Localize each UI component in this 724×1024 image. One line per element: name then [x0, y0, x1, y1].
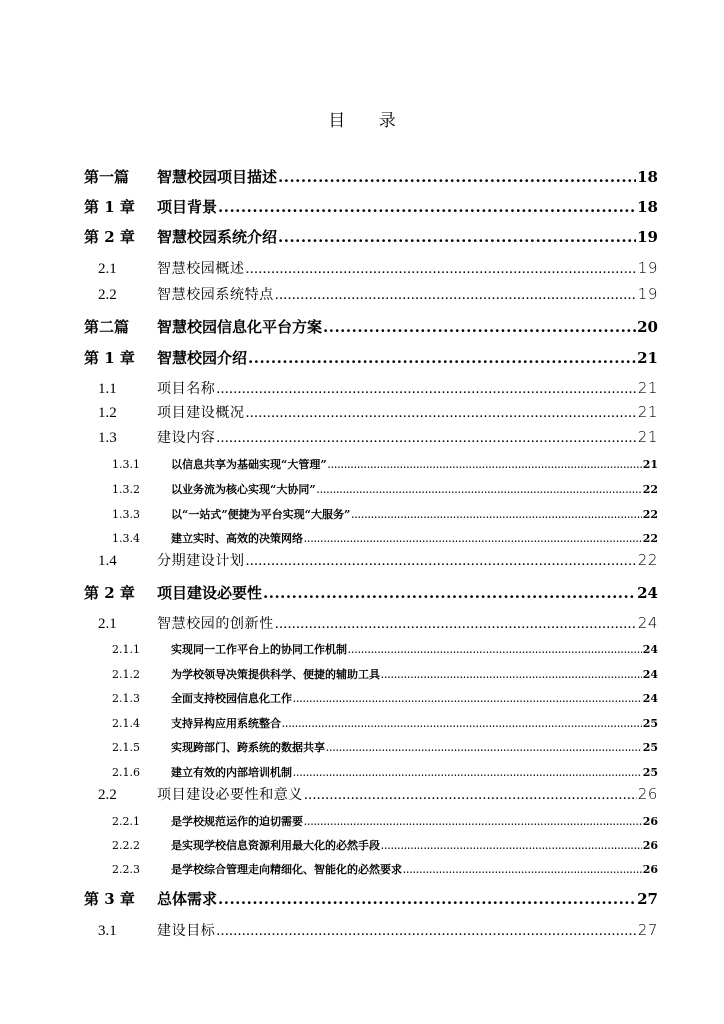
toc-entry-number: 第 1 章 [84, 349, 135, 367]
toc-entry-page: 21 [637, 349, 658, 367]
toc-entry[interactable] [84, 861, 658, 877]
toc-entry-number: 2.1.4 [112, 717, 140, 730]
toc-entry-number: 2.1 [98, 616, 117, 632]
toc-entry-title: 项目建设必要性 [157, 584, 263, 602]
toc-entry-page: 18 [637, 168, 658, 186]
toc-entry-page: 24 [642, 692, 658, 705]
toc-entry-page: 26 [637, 785, 658, 803]
toc-entry-page: 18 [637, 198, 658, 216]
toc-entry-page: 27 [637, 921, 658, 939]
toc-leader-dots [403, 865, 642, 875]
toc-leader-dots [351, 510, 641, 520]
toc-leader-dots [218, 890, 636, 908]
toc-entry-number: 1.3.2 [112, 483, 140, 496]
toc-entry[interactable] [84, 284, 658, 304]
toc-leader-dots [275, 616, 637, 633]
toc-entry-number: 第 3 章 [84, 890, 135, 908]
toc-leader-dots [304, 817, 642, 827]
toc-leader-dots [348, 645, 642, 655]
toc-entry[interactable] [84, 316, 658, 337]
toc-entry-page: 26 [642, 839, 658, 852]
toc-entry-number: 第 2 章 [84, 228, 135, 246]
toc-entry[interactable] [84, 456, 658, 472]
toc-entry-number: 第一篇 [84, 168, 130, 186]
toc-entry[interactable] [84, 920, 658, 940]
toc-entry-number: 第 1 章 [84, 198, 135, 216]
toc-entry-number: 2.1.3 [112, 692, 140, 705]
toc-entry-number: 1.3 [98, 430, 117, 446]
toc-entry[interactable] [84, 813, 658, 829]
toc-entry[interactable] [84, 347, 658, 368]
toc-entry-page: 26 [642, 815, 658, 828]
toc-entry-title: 建立有效的内部培训机制 [171, 766, 292, 779]
toc-entry-title: 是学校综合管理走向精细化、智能化的必然要求 [171, 863, 402, 876]
toc-entry[interactable] [84, 196, 658, 217]
toc-entry[interactable] [84, 258, 658, 278]
toc-entry-page: 26 [642, 863, 658, 876]
toc-leader-dots [304, 534, 642, 544]
toc-entry[interactable] [84, 715, 658, 731]
toc-entry-number: 2.2.2 [112, 839, 140, 852]
toc-entry[interactable] [84, 784, 658, 804]
toc-entry[interactable] [84, 690, 658, 706]
toc-entry-number: 2.1 [98, 261, 117, 277]
toc-entry-title: 总体需求 [157, 890, 218, 908]
toc-entry[interactable] [84, 481, 658, 497]
toc-entry-number: 1.3.1 [112, 458, 140, 471]
toc-entry-number: 2.2 [98, 287, 117, 303]
toc-entry-page: 27 [637, 890, 658, 908]
toc-entry-title: 智慧校园项目描述 [157, 168, 278, 186]
toc-leader-dots [293, 694, 642, 704]
toc-entry-number: 1.1 [98, 381, 117, 397]
toc-entry-page: 25 [642, 766, 658, 779]
toc-entry-number: 第二篇 [84, 318, 130, 336]
toc-entry-number: 2.1.5 [112, 741, 140, 754]
toc-leader-dots [275, 287, 637, 304]
toc-entry-page: 21 [637, 403, 658, 421]
toc-leader-dots [304, 787, 637, 804]
toc-entry-title: 以信息共享为基础实现“大管理” [171, 458, 327, 471]
toc-entry-title: 以“一站式”便捷为平台实现“大服务” [171, 508, 351, 521]
toc-entry-number: 3.1 [98, 923, 117, 939]
toc-entry-title: 是实现学校信息资源利用最大化的必然手段 [171, 839, 380, 852]
toc-entry-title: 全面支持校园信息化工作 [171, 692, 292, 705]
toc-entry-page: 24 [642, 668, 658, 681]
toc-entry-number: 1.2 [98, 405, 117, 421]
toc-entry[interactable] [84, 666, 658, 682]
toc-entry-title: 实现跨部门、跨系统的数据共享 [171, 741, 325, 754]
toc-leader-dots [246, 553, 637, 570]
toc-leader-dots [248, 349, 636, 367]
toc-entry-title: 建设内容 [157, 430, 216, 446]
toc-entry-title: 项目建设必要性和意义 [157, 787, 303, 803]
toc-entry-title: 项目名称 [157, 381, 216, 397]
toc-entry-page: 25 [642, 741, 658, 754]
toc-leader-dots [323, 318, 636, 336]
toc-leader-dots [328, 460, 642, 470]
toc-entry[interactable] [84, 166, 658, 187]
toc-entry[interactable] [84, 530, 658, 546]
toc-entry[interactable] [84, 613, 658, 633]
toc-entry-title: 建立实时、高效的决策网络 [171, 532, 303, 545]
toc-leader-dots [216, 381, 636, 398]
toc-leader-dots [216, 923, 636, 940]
toc-entry-title: 分期建设计划 [157, 553, 245, 569]
toc-entry-page: 22 [642, 532, 658, 545]
toc-leader-dots [216, 430, 636, 447]
toc-entry-title: 建设目标 [157, 923, 216, 939]
toc-leader-dots [381, 841, 642, 851]
toc-entry-page: 20 [637, 318, 658, 336]
toc-entry-title: 以业务流为核心实现“大协同” [171, 483, 316, 496]
toc-entry-number: 2.1.2 [112, 668, 140, 681]
toc-entry[interactable] [84, 226, 658, 247]
toc-entry[interactable] [84, 582, 658, 603]
toc-entry-title: 智慧校园系统介绍 [157, 228, 278, 246]
toc-entry-page: 21 [637, 428, 658, 446]
toc-entry-number: 1.3.3 [112, 508, 140, 521]
toc-entry-number: 2.1.1 [112, 643, 140, 656]
toc-leader-dots [278, 168, 636, 186]
toc-leader-dots [218, 198, 636, 216]
toc-entry-page: 24 [637, 614, 658, 632]
toc-leader-dots [293, 768, 642, 778]
toc-entry-title: 智慧校园概述 [157, 261, 245, 277]
toc-entry-page: 24 [642, 643, 658, 656]
toc-leader-dots [282, 719, 642, 729]
toc-entry-title: 项目背景 [157, 198, 218, 216]
toc-entry-number: 第 2 章 [84, 584, 135, 602]
toc-leader-dots [326, 743, 642, 753]
toc-entry[interactable] [84, 739, 658, 755]
toc-entry-page: 19 [637, 228, 658, 246]
toc-leader-dots [317, 485, 642, 495]
toc-entry-page: 19 [637, 285, 658, 303]
toc-entry-title: 智慧校园系统特点 [157, 287, 274, 303]
toc-entry-title: 支持异构应用系统整合 [171, 717, 281, 730]
toc-entry-page: 22 [637, 551, 658, 569]
toc-entry-page: 19 [637, 259, 658, 277]
toc-entry-title: 项目建设概况 [157, 405, 245, 421]
toc-entry[interactable] [84, 427, 658, 447]
toc-leader-dots [381, 670, 642, 680]
toc-entry-title: 为学校领导决策提供科学、便捷的辅助工具 [171, 668, 380, 681]
toc-entry-number: 2.1.6 [112, 766, 140, 779]
toc-entry-number: 1.3.4 [112, 532, 140, 545]
toc-entry-page: 21 [637, 379, 658, 397]
toc-entry[interactable] [84, 402, 658, 422]
toc-leader-dots [246, 261, 637, 278]
toc-entry-number: 2.2.3 [112, 863, 140, 876]
toc-entry-page: 21 [642, 458, 658, 471]
toc-entry[interactable] [84, 506, 658, 522]
toc-entry-number: 2.2.1 [112, 815, 140, 828]
toc-leader-dots [246, 405, 637, 422]
toc-entry-title: 实现同一工作平台上的协同工作机制 [171, 643, 347, 656]
toc-entry-title: 智慧校园的创新性 [157, 616, 274, 632]
toc-leader-dots [263, 584, 636, 602]
toc-entry[interactable] [84, 764, 658, 780]
toc-entry-page: 24 [637, 584, 658, 602]
toc-entry[interactable] [84, 888, 658, 909]
toc-entry-number: 1.4 [98, 553, 117, 569]
toc-entry-title: 智慧校园信息化平台方案 [157, 318, 323, 336]
toc-entry-title: 智慧校园介绍 [157, 349, 248, 367]
toc-entry[interactable] [84, 550, 658, 570]
toc-entry-page: 22 [642, 508, 658, 521]
page-title: 目 录 [328, 111, 410, 131]
toc-entry[interactable] [84, 837, 658, 853]
toc-entry[interactable] [84, 641, 658, 657]
toc-entry-page: 22 [642, 483, 658, 496]
toc-entry-title: 是学校规范运作的迫切需要 [171, 815, 303, 828]
toc-entry-page: 25 [642, 717, 658, 730]
toc-entry-number: 2.2 [98, 787, 117, 803]
toc-leader-dots [278, 228, 636, 246]
toc-entry[interactable] [84, 378, 658, 398]
